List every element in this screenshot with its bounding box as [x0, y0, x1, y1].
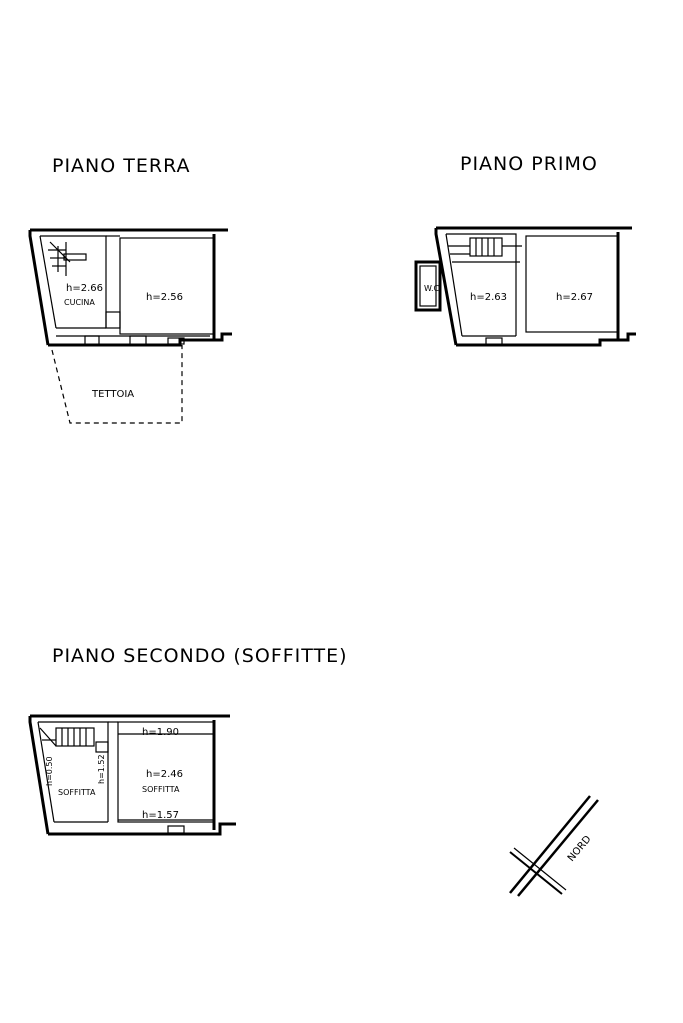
second-bottom-height-label: h=1.57	[142, 810, 179, 821]
first-stairs	[448, 238, 522, 262]
first-room-right	[526, 236, 618, 332]
wc-label: W.C	[424, 284, 440, 293]
kitchen-height-label: h=2.66	[66, 283, 103, 294]
ground-floor-plan	[30, 155, 232, 423]
canopy-outline	[52, 345, 182, 423]
second-left-high-height-label: h=1.52	[97, 754, 106, 784]
second-top-height-label: h=1.90	[142, 727, 179, 738]
first-room1-height-label: h=2.63	[470, 292, 507, 303]
canopy-label: TETTOIA	[92, 389, 135, 400]
first-floor-title: PIANO PRIMO	[460, 153, 598, 175]
second-stairs	[40, 728, 94, 746]
ground-stairs	[48, 242, 86, 276]
north-arrow	[510, 796, 598, 896]
ground-passage	[106, 312, 120, 328]
second-room-name-label: SOFFITTA	[142, 785, 180, 794]
second-left-room-label: SOFFITTA	[58, 788, 96, 797]
second-room-height-label: h=2.46	[146, 769, 183, 780]
second-left-low-height-label: h=0.50	[45, 756, 54, 786]
second-floor-title: PIANO SECONDO (SOFFITTE)	[52, 645, 348, 667]
ground-floor-title: PIANO TERRA	[52, 155, 191, 177]
north-label: NORD	[565, 833, 594, 864]
second-floor-plan	[30, 645, 348, 834]
ground-left-wall	[30, 230, 48, 345]
second-bottom-wall	[48, 824, 236, 834]
first-floor-plan	[416, 153, 636, 345]
ground-room-right	[120, 238, 214, 334]
first-room2-height-label: h=2.67	[556, 292, 593, 303]
kitchen-name-label: CUCINA	[64, 298, 95, 307]
ground-room-height-label: h=2.56	[146, 292, 183, 303]
